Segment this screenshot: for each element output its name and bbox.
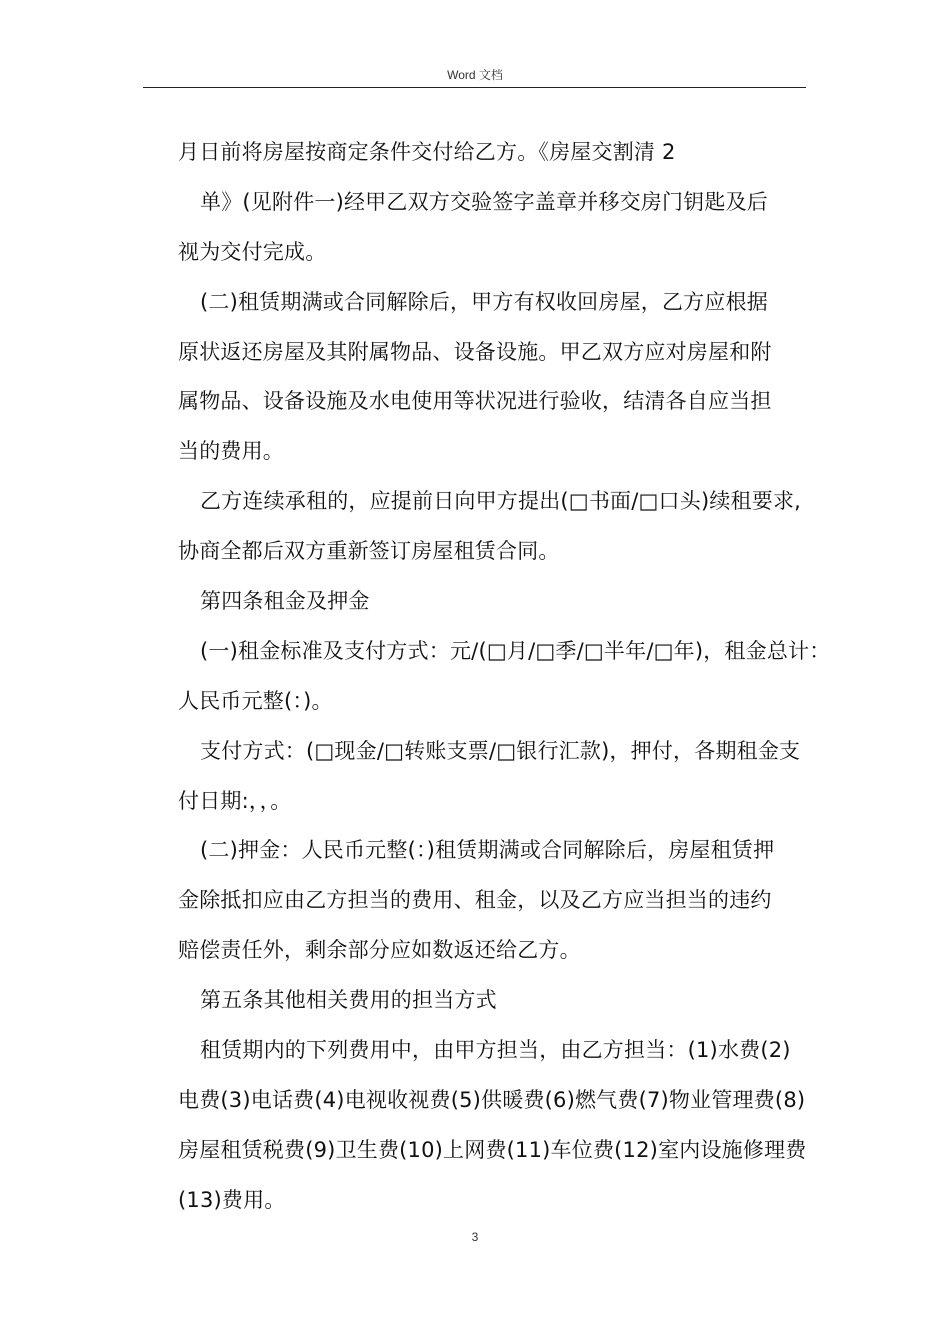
text-line: 视为交付完成。 <box>178 239 327 264</box>
text-line: 当的费用。 <box>178 439 284 464</box>
text-line: (13)费用。 <box>178 1187 286 1212</box>
page-number: 3 <box>471 1230 479 1244</box>
text-line: 属物品、设备设施及水电使用等状况进行验收，结清各自应当担 <box>178 389 772 414</box>
text-line: (二)押金：人民币元整(：)租赁期满或合同解除后，房屋租赁押 <box>200 838 775 863</box>
section-heading: 第五条其他相关费用的担当方式 <box>200 988 497 1013</box>
text-line: 月日前将房屋按商定条件交付给乙方。《房屋交割清 2 <box>178 140 676 164</box>
text-line: 乙方连续承租的，应提前日向甲方提出(□书面/□口头)续租要求, <box>200 489 802 514</box>
text-line: 协商全都后双方重新签订房屋租赁合同。 <box>178 539 560 564</box>
section-heading: 第四条租金及押金 <box>200 589 370 614</box>
text-line: 支付方式：(□现金/□转账支票/□银行汇款)，押付，各期租金支 <box>200 738 801 763</box>
text-line: 付日期:，，。 <box>178 788 292 813</box>
text-line: 原状返还房屋及其附属物品、设备设施。甲乙双方应对房屋和附 <box>178 339 772 364</box>
text-line: (二)租赁期满或合同解除后，甲方有权收回房屋，乙方应根据 <box>200 289 768 314</box>
text-line: 单》(见附件一)经甲乙双方交验签字盖章并移交房门钥匙及后 <box>200 189 768 214</box>
text-line: (一)租金标准及支付方式：元/(□月/□季/□半年/□年)，租金总计： <box>200 638 831 663</box>
text-line: 租赁期内的下列费用中，由甲方担当，由乙方担当：(1)水费(2) <box>200 1038 791 1063</box>
text-line: 赔偿责任外，剩余部分应如数返还给乙方。 <box>178 938 581 963</box>
text-line: 房屋租赁税费(9)卫生费(10)上网费(11)车位费(12)室内设施修理费 <box>178 1137 807 1162</box>
text-line: 电费(3)电话费(4)电视收视费(5)供暖费(6)燃气费(7)物业管理费(8) <box>178 1087 806 1112</box>
text-line: 金除抵扣应由乙方担当的费用、租金，以及乙方应当担当的违约 <box>178 888 772 913</box>
header-divider <box>143 87 806 88</box>
page-header-title: Word 文档 <box>447 68 503 82</box>
text-line: 人民币元整(：)。 <box>178 688 333 713</box>
document-body <box>178 128 831 1226</box>
